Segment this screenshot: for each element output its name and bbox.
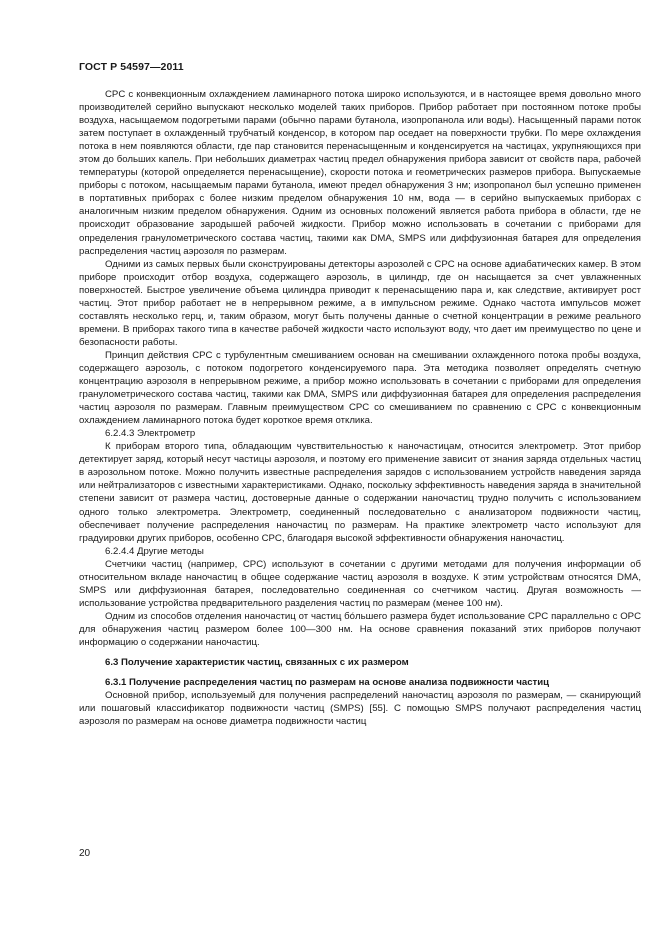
section-heading-6-3: 6.3 Получение характеристик частиц, связанных с их размером bbox=[105, 657, 409, 669]
section-heading-electrometer: 6.2.4.3 Электрометр bbox=[105, 428, 196, 440]
document-code-header: ГОСТ Р 54597—2011 bbox=[79, 61, 184, 73]
page-number: 20 bbox=[79, 848, 91, 859]
section-heading-6-3-1: 6.3.1 Получение распределения частиц по размерам на основе анализа подвижности частиц bbox=[105, 677, 550, 689]
paragraph-electrometer: К приборам второго типа, обладающим чувствительностью к наночастицам, относится электрометр. Этот прибор детектирует заряд, который несут частицы аэрозоля, и поэтому его применение зависит от знания заряда отдельных частиц в аэрозольном потоке. Можно получить известные распределения зарядов с использованием устройств наведения заряда или нейтрализаторов с известными характеристиками. Однако, поскольку эффективность наведения заряда в значительной степени зависит от размера частиц, достоверные данные о содержании наночастиц трудно получить с использованием одного только электрометра. Электрометр, соединенный последовательно с анализатором подвижности частиц, обеспечивает получение распределения наночастиц по размерам. На практике электрометр часто используют для градуировки других приборов, особенно CPC, благодаря высокой эффективности обнаружения наночастиц. bbox=[79, 441, 641, 544]
paragraph-smps: Основной прибор, используемый для получения распределений наночастиц аэрозоля по размерам, — сканирующий или пошаговый классификатор подвижности частиц (SMPS) [55]. С помощью SMPS получают распределения частиц аэрозоля по размерам на основе диаметра подвижности частиц bbox=[79, 690, 641, 728]
paragraph-other-methods: Счетчики частиц (например, CPC) используют в сочетании с другими методами для получения информации об относительном вкладе наночастиц в общее содержание частиц аэрозоля в воздухе. К этим устройствам относятся DMA, SMPS или диффузионная батарея, последовательно соединенная со счетчиком частиц. Другая возможность — использование устройства предварительного разделения частиц по размерам (менее 100 нм). bbox=[79, 558, 641, 609]
spacer bbox=[79, 669, 641, 676]
paragraph-laminar-cpc: CPC с конвекционным охлаждением ламинарного потока широко используются, и в настоящее время довольно много производителей серийно выпускают несколько моделей таких приборов. Прибор работает при постоянном потоке пробы воздуха, насыщаемом подогретыми парами (обычно парами бутанола, изопропанола или воды). Насыщенный парами поток затем поступает в охлажденный трубчатый конденсор, в котором пар оседает на поверхности трубки. По мере охлаждения потока в нем появляются области, где пар становится перенасыщенным и конденсируется на частицах, укрупняющихся при этом до больших капель. При небольших диаметрах частиц предел обнаружения прибора зависит от свойств пара, рабочей температуры (которой определяется перенасыщение), скорости потока и геометрических размеров прибора. Выпускаемые приборы с потоком, насыщаемым парами бутанола, имеют предел обнаружения 3 нм; изопропанол был успешно применен в портативных приборах с более низким пределом обнаружения 10 нм, вода — в серийно выпускаемых приборах с аналогичным низким пределом обнаружения. Одним из основных положений является работа прибора в области, где не происходит образование зародышей рабочей жидкости. Прибор можно использовать в сочетании с приборами для определения гранулометрического состава частиц, такими как DMA, SMPS или диффузионная батарея для определения распределения частиц аэрозоля по размерам. bbox=[79, 89, 641, 257]
paragraph-turbulent-cpc: Принцип действия CPC с турбулентным смешиванием основан на смешивании охлажденного потока пробы воздуха, содержащего аэрозоль, с потоком подогретого конденсируемого пара. Эта методика позволяет определять счетную концентрацию аэрозоля в непрерывном режиме, а прибор можно использовать в сочетании с приборами для определения гранулометрического состава частиц, такими как DMA, SMPS или диффузионная батарея для определения распределения частиц аэрозоля по размерам. Главным преимуществом CPC со смешиванием по сравнению с CPC с конвекционным охлаждением ламинарного потока будет короткое время отклика. bbox=[79, 349, 641, 427]
section-heading-other-methods: 6.2.4.4 Другие методы bbox=[105, 545, 204, 557]
page-body bbox=[79, 88, 641, 728]
spacer bbox=[79, 649, 641, 656]
paragraph-cpc-opc: Одним из способов отделения наночастиц от частиц бóльшего размера будет использование CPC параллельно с OPC для обнаружения частиц размером более 100—300 нм. На основе сравнения показаний этих приборов получают информацию о содержании наночастиц. bbox=[79, 610, 641, 648]
paragraph-adiabatic-cpc: Одними из самых первых были сконструированы детекторы аэрозолей с CPC на основе адиабатических камер. В этом приборе происходит отбор воздуха, содержащего аэрозоль, в цилиндр, где он насыщается за счет увлажненных поверхностей. Быстрое увеличение объема цилиндра приводит к перенасыщению пара и, как следствие, активирует рост частиц. Этот прибор работает не в непрерывном режиме, а в импульсном режиме. Однако частота импульсов может составлять несколько герц, и, таким образом, могут быть получены данные о счетной концентрации в режиме реального времени. В приборах такого типа в качестве рабочей жидкости часто используют воду, что дает им преимущество по цене и безопасности работы. bbox=[79, 258, 641, 348]
